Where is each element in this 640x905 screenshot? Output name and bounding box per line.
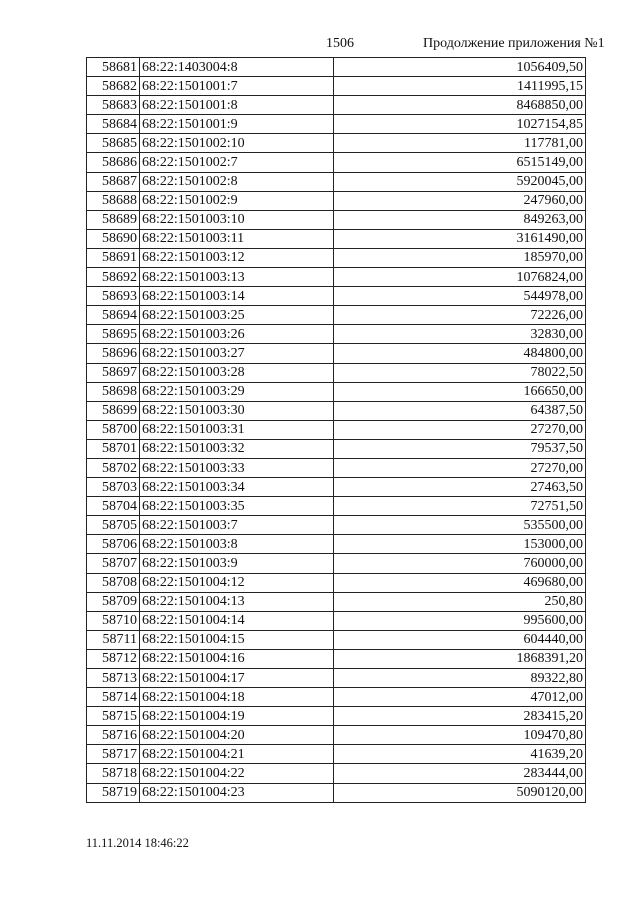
- row-number-cell: 58691: [87, 248, 140, 267]
- cadastral-number-cell: 68:22:1501004:16: [140, 649, 334, 668]
- value-cell: 89322,80: [334, 669, 586, 688]
- table-row: [87, 363, 586, 382]
- value-cell: 27270,00: [334, 458, 586, 477]
- data-table: [86, 57, 586, 803]
- row-number-cell: 58705: [87, 516, 140, 535]
- row-number-cell: 58693: [87, 287, 140, 306]
- value-cell: 1027154,85: [334, 115, 586, 134]
- row-number-cell: 58704: [87, 497, 140, 516]
- table-row: [87, 210, 586, 229]
- table-row: [87, 478, 586, 497]
- table-row: [87, 554, 586, 573]
- table-row: [87, 420, 586, 439]
- table-row: [87, 153, 586, 172]
- table-row: [87, 649, 586, 668]
- page-number: 1506: [326, 36, 354, 51]
- table-row: [87, 134, 586, 153]
- value-cell: 283415,20: [334, 707, 586, 726]
- value-cell: 1411995,15: [334, 77, 586, 96]
- value-cell: 247960,00: [334, 191, 586, 210]
- cadastral-number-cell: 68:22:1501003:28: [140, 363, 334, 382]
- cadastral-number-cell: 68:22:1501004:13: [140, 592, 334, 611]
- value-cell: 1076824,00: [334, 268, 586, 287]
- cadastral-number-cell: 68:22:1501004:20: [140, 726, 334, 745]
- value-cell: 250,80: [334, 592, 586, 611]
- cadastral-number-cell: 68:22:1501004:14: [140, 611, 334, 630]
- value-cell: 72226,00: [334, 306, 586, 325]
- appendix-note: Продолжение приложения №1: [423, 36, 605, 51]
- row-number-cell: 58709: [87, 592, 140, 611]
- table-row: [87, 535, 586, 554]
- cadastral-number-cell: 68:22:1501004:19: [140, 707, 334, 726]
- value-cell: 535500,00: [334, 516, 586, 535]
- table-row: [87, 669, 586, 688]
- cadastral-number-cell: 68:22:1501003:27: [140, 344, 334, 363]
- row-number-cell: 58711: [87, 630, 140, 649]
- row-number-cell: 58690: [87, 229, 140, 248]
- value-cell: 109470,80: [334, 726, 586, 745]
- row-number-cell: 58718: [87, 764, 140, 783]
- table-row: [87, 268, 586, 287]
- row-number-cell: 58708: [87, 573, 140, 592]
- row-number-cell: 58714: [87, 688, 140, 707]
- cadastral-number-cell: 68:22:1501001:8: [140, 96, 334, 115]
- timestamp: 11.11.2014 18:46:22: [86, 836, 189, 850]
- value-cell: 27270,00: [334, 420, 586, 439]
- cadastral-number-cell: 68:22:1501003:33: [140, 458, 334, 477]
- value-cell: 166650,00: [334, 382, 586, 401]
- cadastral-number-cell: 68:22:1501003:34: [140, 478, 334, 497]
- value-cell: 8468850,00: [334, 96, 586, 115]
- value-cell: 995600,00: [334, 611, 586, 630]
- row-number-cell: 58700: [87, 420, 140, 439]
- cadastral-number-cell: 68:22:1501004:18: [140, 688, 334, 707]
- value-cell: 78022,50: [334, 363, 586, 382]
- cadastral-number-cell: 68:22:1501003:12: [140, 248, 334, 267]
- cadastral-number-cell: 68:22:1501003:30: [140, 401, 334, 420]
- cadastral-number-cell: 68:22:1501003:11: [140, 229, 334, 248]
- row-number-cell: 58712: [87, 649, 140, 668]
- cadastral-number-cell: 68:22:1501004:12: [140, 573, 334, 592]
- cadastral-number-cell: 68:22:1501003:35: [140, 497, 334, 516]
- row-number-cell: 58713: [87, 669, 140, 688]
- value-cell: 5920045,00: [334, 172, 586, 191]
- table-row: [87, 688, 586, 707]
- table-row: [87, 96, 586, 115]
- cadastral-number-cell: 68:22:1501004:23: [140, 783, 334, 802]
- row-number-cell: 58701: [87, 439, 140, 458]
- value-cell: 47012,00: [334, 688, 586, 707]
- value-cell: 185970,00: [334, 248, 586, 267]
- table-row: [87, 611, 586, 630]
- table-row: [87, 497, 586, 516]
- value-cell: 117781,00: [334, 134, 586, 153]
- value-cell: 64387,50: [334, 401, 586, 420]
- cadastral-number-cell: 68:22:1501001:7: [140, 77, 334, 96]
- value-cell: 469680,00: [334, 573, 586, 592]
- value-cell: 5090120,00: [334, 783, 586, 802]
- table-row: [87, 287, 586, 306]
- table-row: [87, 630, 586, 649]
- row-number-cell: 58682: [87, 77, 140, 96]
- row-number-cell: 58681: [87, 58, 140, 77]
- cadastral-number-cell: 68:22:1501003:31: [140, 420, 334, 439]
- value-cell: 849263,00: [334, 210, 586, 229]
- table-body: [87, 58, 586, 803]
- cadastral-number-cell: 68:22:1403004:8: [140, 58, 334, 77]
- table-row: [87, 325, 586, 344]
- table-row: [87, 58, 586, 77]
- row-number-cell: 58703: [87, 478, 140, 497]
- table-row: [87, 764, 586, 783]
- cadastral-number-cell: 68:22:1501003:10: [140, 210, 334, 229]
- table-row: [87, 783, 586, 802]
- table-row: [87, 344, 586, 363]
- table-row: [87, 77, 586, 96]
- row-number-cell: 58698: [87, 382, 140, 401]
- value-cell: 27463,50: [334, 478, 586, 497]
- cadastral-number-cell: 68:22:1501002:7: [140, 153, 334, 172]
- table-row: [87, 248, 586, 267]
- row-number-cell: 58684: [87, 115, 140, 134]
- table-row: [87, 516, 586, 535]
- cadastral-number-cell: 68:22:1501004:22: [140, 764, 334, 783]
- row-number-cell: 58685: [87, 134, 140, 153]
- row-number-cell: 58710: [87, 611, 140, 630]
- cadastral-number-cell: 68:22:1501001:9: [140, 115, 334, 134]
- value-cell: 1056409,50: [334, 58, 586, 77]
- row-number-cell: 58688: [87, 191, 140, 210]
- row-number-cell: 58717: [87, 745, 140, 764]
- value-cell: 3161490,00: [334, 229, 586, 248]
- row-number-cell: 58689: [87, 210, 140, 229]
- table-row: [87, 707, 586, 726]
- table-row: [87, 229, 586, 248]
- cadastral-number-cell: 68:22:1501004:17: [140, 669, 334, 688]
- value-cell: 760000,00: [334, 554, 586, 573]
- table-row: [87, 592, 586, 611]
- table-row: [87, 439, 586, 458]
- value-cell: 604440,00: [334, 630, 586, 649]
- cadastral-number-cell: 68:22:1501003:32: [140, 439, 334, 458]
- cadastral-number-cell: 68:22:1501003:26: [140, 325, 334, 344]
- row-number-cell: 58686: [87, 153, 140, 172]
- row-number-cell: 58695: [87, 325, 140, 344]
- table-row: [87, 401, 586, 420]
- row-number-cell: 58683: [87, 96, 140, 115]
- table-row: [87, 382, 586, 401]
- table-row: [87, 115, 586, 134]
- row-number-cell: 58687: [87, 172, 140, 191]
- value-cell: 283444,00: [334, 764, 586, 783]
- value-cell: 1868391,20: [334, 649, 586, 668]
- cadastral-number-cell: 68:22:1501003:14: [140, 287, 334, 306]
- row-number-cell: 58707: [87, 554, 140, 573]
- cadastral-number-cell: 68:22:1501003:7: [140, 516, 334, 535]
- row-number-cell: 58716: [87, 726, 140, 745]
- value-cell: 79537,50: [334, 439, 586, 458]
- row-number-cell: 58706: [87, 535, 140, 554]
- row-number-cell: 58715: [87, 707, 140, 726]
- cadastral-number-cell: 68:22:1501002:9: [140, 191, 334, 210]
- cadastral-number-cell: 68:22:1501003:8: [140, 535, 334, 554]
- cadastral-number-cell: 68:22:1501003:29: [140, 382, 334, 401]
- table-row: [87, 191, 586, 210]
- row-number-cell: 58697: [87, 363, 140, 382]
- value-cell: 153000,00: [334, 535, 586, 554]
- cadastral-number-cell: 68:22:1501003:9: [140, 554, 334, 573]
- cadastral-number-cell: 68:22:1501004:21: [140, 745, 334, 764]
- row-number-cell: 58696: [87, 344, 140, 363]
- row-number-cell: 58702: [87, 458, 140, 477]
- table-row: [87, 172, 586, 191]
- cadastral-number-cell: 68:22:1501002:10: [140, 134, 334, 153]
- row-number-cell: 58699: [87, 401, 140, 420]
- value-cell: 41639,20: [334, 745, 586, 764]
- table-row: [87, 306, 586, 325]
- value-cell: 32830,00: [334, 325, 586, 344]
- cadastral-number-cell: 68:22:1501004:15: [140, 630, 334, 649]
- value-cell: 484800,00: [334, 344, 586, 363]
- value-cell: 6515149,00: [334, 153, 586, 172]
- table-row: [87, 726, 586, 745]
- row-number-cell: 58719: [87, 783, 140, 802]
- table-row: [87, 573, 586, 592]
- row-number-cell: 58694: [87, 306, 140, 325]
- table-row: [87, 458, 586, 477]
- cadastral-number-cell: 68:22:1501002:8: [140, 172, 334, 191]
- table-row: [87, 745, 586, 764]
- cadastral-number-cell: 68:22:1501003:25: [140, 306, 334, 325]
- row-number-cell: 58692: [87, 268, 140, 287]
- value-cell: 72751,50: [334, 497, 586, 516]
- cadastral-number-cell: 68:22:1501003:13: [140, 268, 334, 287]
- value-cell: 544978,00: [334, 287, 586, 306]
